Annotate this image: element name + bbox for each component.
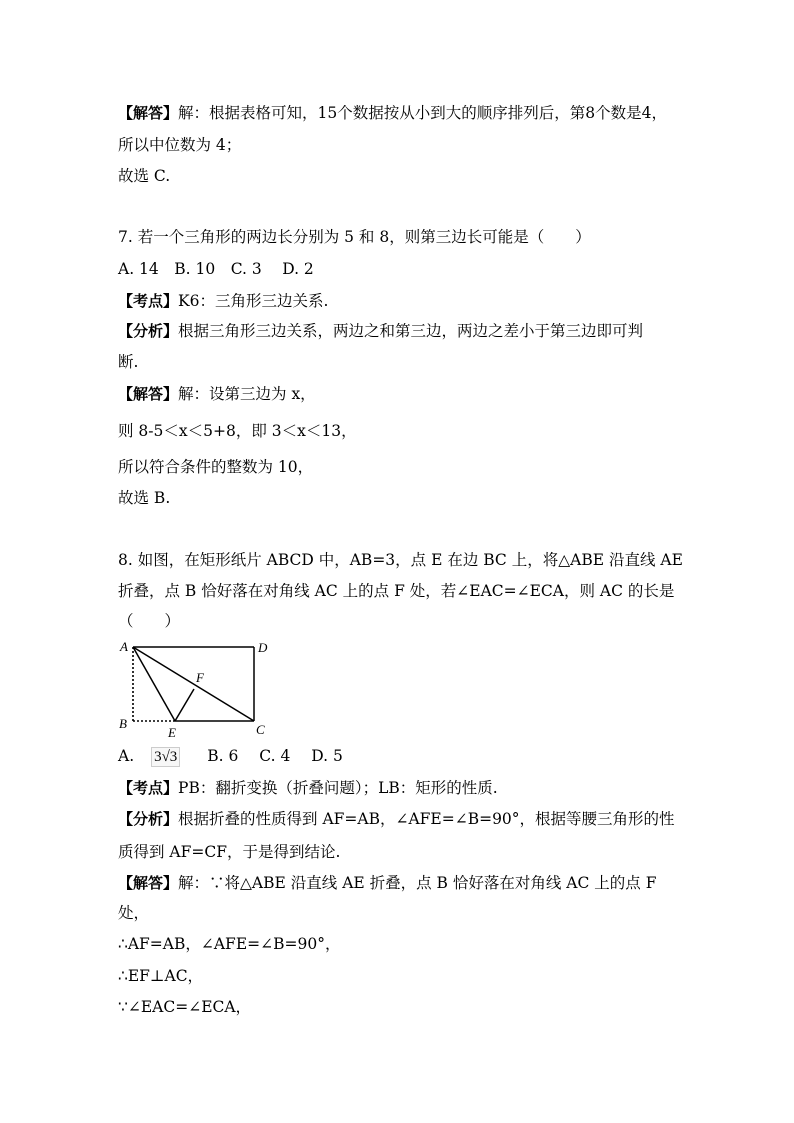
label-a: A (120, 639, 128, 654)
answer-tag: 【解答】 (118, 104, 179, 122)
rectangle-fold-figure (118, 637, 278, 739)
analysis-line (118, 320, 643, 342)
analysis-tag: 【分析】 (118, 322, 179, 340)
knowledge-point-line (118, 290, 328, 312)
option-a-label: A. (118, 747, 135, 765)
text-line: ∴EF⊥AC， (118, 967, 204, 985)
knowledge-point-line (118, 777, 498, 799)
segment-ef (175, 689, 194, 721)
question-8-stem: 8. 如图，在矩形纸片 ABCD 中，AB=3，点 E 在边 BC 上，将△ABE 沿直线 AE (118, 551, 683, 569)
answer-tag: 【解答】 (118, 385, 179, 403)
option-d: D. 5 (311, 747, 343, 765)
label-c: C (256, 722, 265, 737)
knowledge-text: PB：翻折变换（折叠问题）；LB：矩形的性质. (178, 779, 498, 797)
option-a-value: 3√3 (151, 747, 180, 767)
text-line: 故选 B. (118, 489, 171, 507)
text-line: 处， (118, 904, 150, 922)
text-line: 故选 C. (118, 167, 171, 185)
label-d: D (258, 640, 268, 655)
answer-line (118, 872, 656, 894)
answer-tag: 【解答】 (118, 874, 179, 892)
text-line: 所以中位数为 4； (118, 136, 242, 154)
analysis-tag: 【分析】 (118, 810, 179, 828)
analysis-text: 根据三角形三边关系，两边之和第三边，两边之差小于第三边即可判 (178, 322, 644, 340)
answer-text: 解：根据表格可知，15个数据按从小到大的顺序排列后，第8个数是4， (178, 104, 667, 122)
text-line: 断. (118, 353, 139, 371)
analysis-text: 根据折叠的性质得到 AF=AB，∠AFE=∠B=90°，根据等腰三角形的性 (178, 810, 675, 828)
analysis-line (118, 808, 675, 830)
answer-line (118, 383, 316, 405)
knowledge-text: K6：三角形三边关系. (178, 292, 329, 310)
label-f: F (196, 670, 204, 685)
question-7-stem: 7. 若一个三角形的两边长分别为 5 和 8，则第三边长可能是（ ） (118, 228, 591, 246)
question-8-options (118, 745, 343, 767)
answer-text: 解：∵将△ABE 沿直线 AE 折叠，点 B 恰好落在对角线 AC 上的点 F (178, 874, 657, 892)
text-line: ∵∠EAC=∠ECA， (118, 998, 252, 1016)
knowledge-tag: 【考点】 (118, 292, 179, 310)
segment-ae (133, 647, 175, 721)
option-c: C. 4 (259, 747, 291, 765)
text-line: 则 8-5＜x＜5+8，即 3＜x＜13， (118, 422, 357, 440)
diagonal-ac (133, 647, 254, 721)
answer-line (118, 102, 667, 124)
answer-text: 解：设第三边为 x， (178, 385, 316, 403)
text-line: 所以符合条件的整数为 10， (118, 458, 314, 476)
label-b: B (119, 716, 127, 731)
label-e: E (168, 725, 176, 739)
text-line: ∴AF=AB，∠AFE=∠B=90°， (118, 935, 341, 953)
text-line: 质得到 AF=CF，于是得到结论. (118, 843, 341, 861)
question-8-blank: （ ） (118, 612, 181, 630)
knowledge-tag: 【考点】 (118, 779, 179, 797)
option-b: B. 6 (207, 747, 239, 765)
question-7-options: A. 14 B. 10 C. 3 D. 2 (118, 260, 314, 278)
question-8-stem-cont: 折叠，点 B 恰好落在对角线 AC 上的点 F 处，若∠EAC=∠ECA，则 AC 的长是 (118, 582, 675, 600)
